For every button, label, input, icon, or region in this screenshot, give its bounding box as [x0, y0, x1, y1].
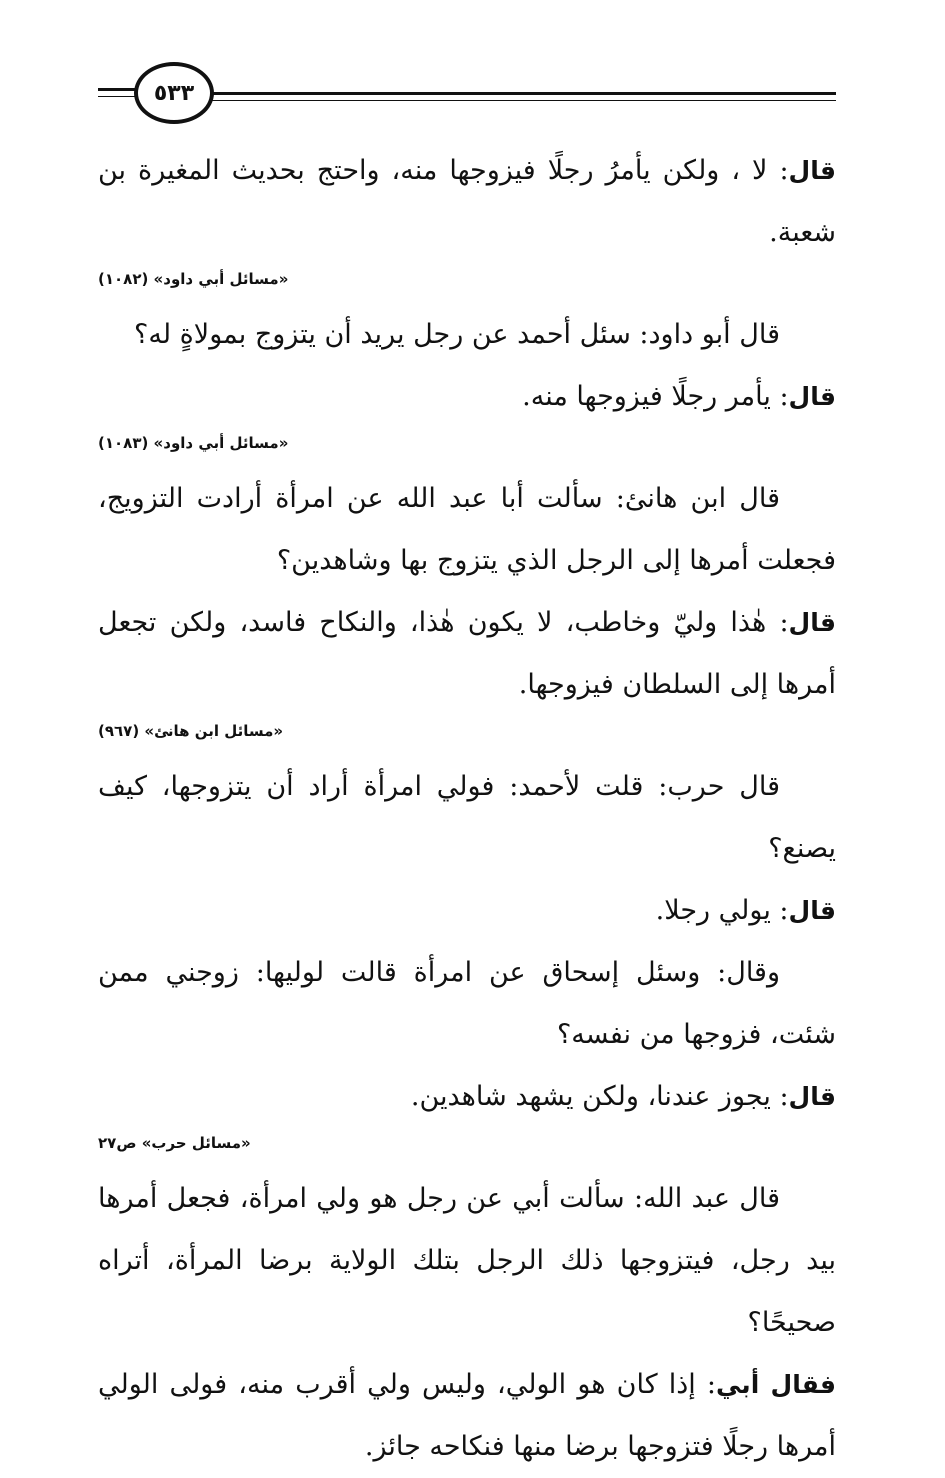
- speaker-label: فقال أبي: [716, 1370, 836, 1399]
- paragraph-text: وقال: وسئل إسحاق عن امرأة قالت لوليها: زوجني ممن شئت، فزوجها من نفسه؟: [98, 957, 836, 1050]
- source-citation: «مسائل حرب» ص٢٧: [98, 1134, 251, 1152]
- paragraph: [98, 1168, 836, 1354]
- page-number-text: ٥٣٣: [153, 80, 195, 106]
- paragraph: [98, 366, 836, 428]
- paragraph-text: قال أبو داود: سئل أحمد عن رجل يريد أن يتزوج بمولاةٍ له؟: [134, 319, 780, 350]
- paragraph: [98, 942, 836, 1066]
- paragraph-text: : يجوز عندنا، ولكن يشهد شاهدين.: [410, 1081, 789, 1112]
- source-citation: «مسائل أبي داود» (١٠٨٢): [98, 270, 289, 288]
- page-number: [134, 62, 214, 124]
- speaker-label: قال: [788, 156, 836, 185]
- speaker-label: قال: [788, 1082, 836, 1111]
- page-header: [98, 62, 836, 126]
- header-rule-left-top: [98, 88, 138, 91]
- paragraph-text: : هٰذا وليّ وخاطب، لا يكون هٰذا، والنكاح فاسد، ولكن تجعل أمرها إلى السلطان فيزوجها.: [98, 607, 836, 700]
- paragraph-text: قال ابن هانئ: سألت أبا عبد الله عن امرأة أرادت التزويج، فجعلت أمرها إلى الرجل الذي يتزوج بها وشاهدين؟: [98, 483, 836, 576]
- paragraph-text: : يولي رجلا.: [655, 895, 789, 926]
- paragraph: [98, 880, 836, 942]
- speaker-label: قال: [788, 896, 836, 925]
- paragraph-text: قال عبد الله: سألت أبي عن رجل هو ولي امرأة، فجعل أمرها بيد رجل، فيتزوجها ذلك الرجل بتلك الولاية برضا المرأة، أتراه صحيحًا؟: [98, 1183, 836, 1338]
- header-rule-right-top: [210, 92, 836, 95]
- paragraph: [98, 468, 836, 592]
- page-body: [98, 140, 836, 1478]
- paragraph: [98, 592, 836, 716]
- speaker-label: قال: [788, 382, 836, 411]
- paragraph: [98, 304, 836, 366]
- paragraph: [98, 756, 836, 880]
- paragraph-text: : إذا كان هو الولي، وليس ولي أقرب منه، فولى الولي أمرها رجلًا فتزوجها برضا منها فنكاحه جائز.: [98, 1369, 836, 1462]
- header-rule-right-bottom: [210, 100, 836, 101]
- header-rule-left-bottom: [98, 96, 138, 97]
- paragraph-text: : لا ، ولكن يأمرُ رجلًا فيزوجها منه، واحتج بحديث المغيرة بن شعبة.: [98, 155, 836, 248]
- speaker-label: قال: [788, 608, 836, 637]
- source-citation: «مسائل ابن هانئ» (٩٦٧): [98, 722, 284, 740]
- paragraph: [98, 1066, 836, 1128]
- paragraph: [98, 1354, 836, 1478]
- paragraph-text: : يأمر رجلًا فيزوجها منه.: [522, 381, 789, 412]
- paragraph-text: قال حرب: قلت لأحمد: فولي امرأة أراد أن يتزوجها، كيف يصنع؟: [98, 771, 836, 864]
- source-citation: «مسائل أبي داود» (١٠٨٣): [98, 434, 289, 452]
- paragraph: [98, 140, 836, 264]
